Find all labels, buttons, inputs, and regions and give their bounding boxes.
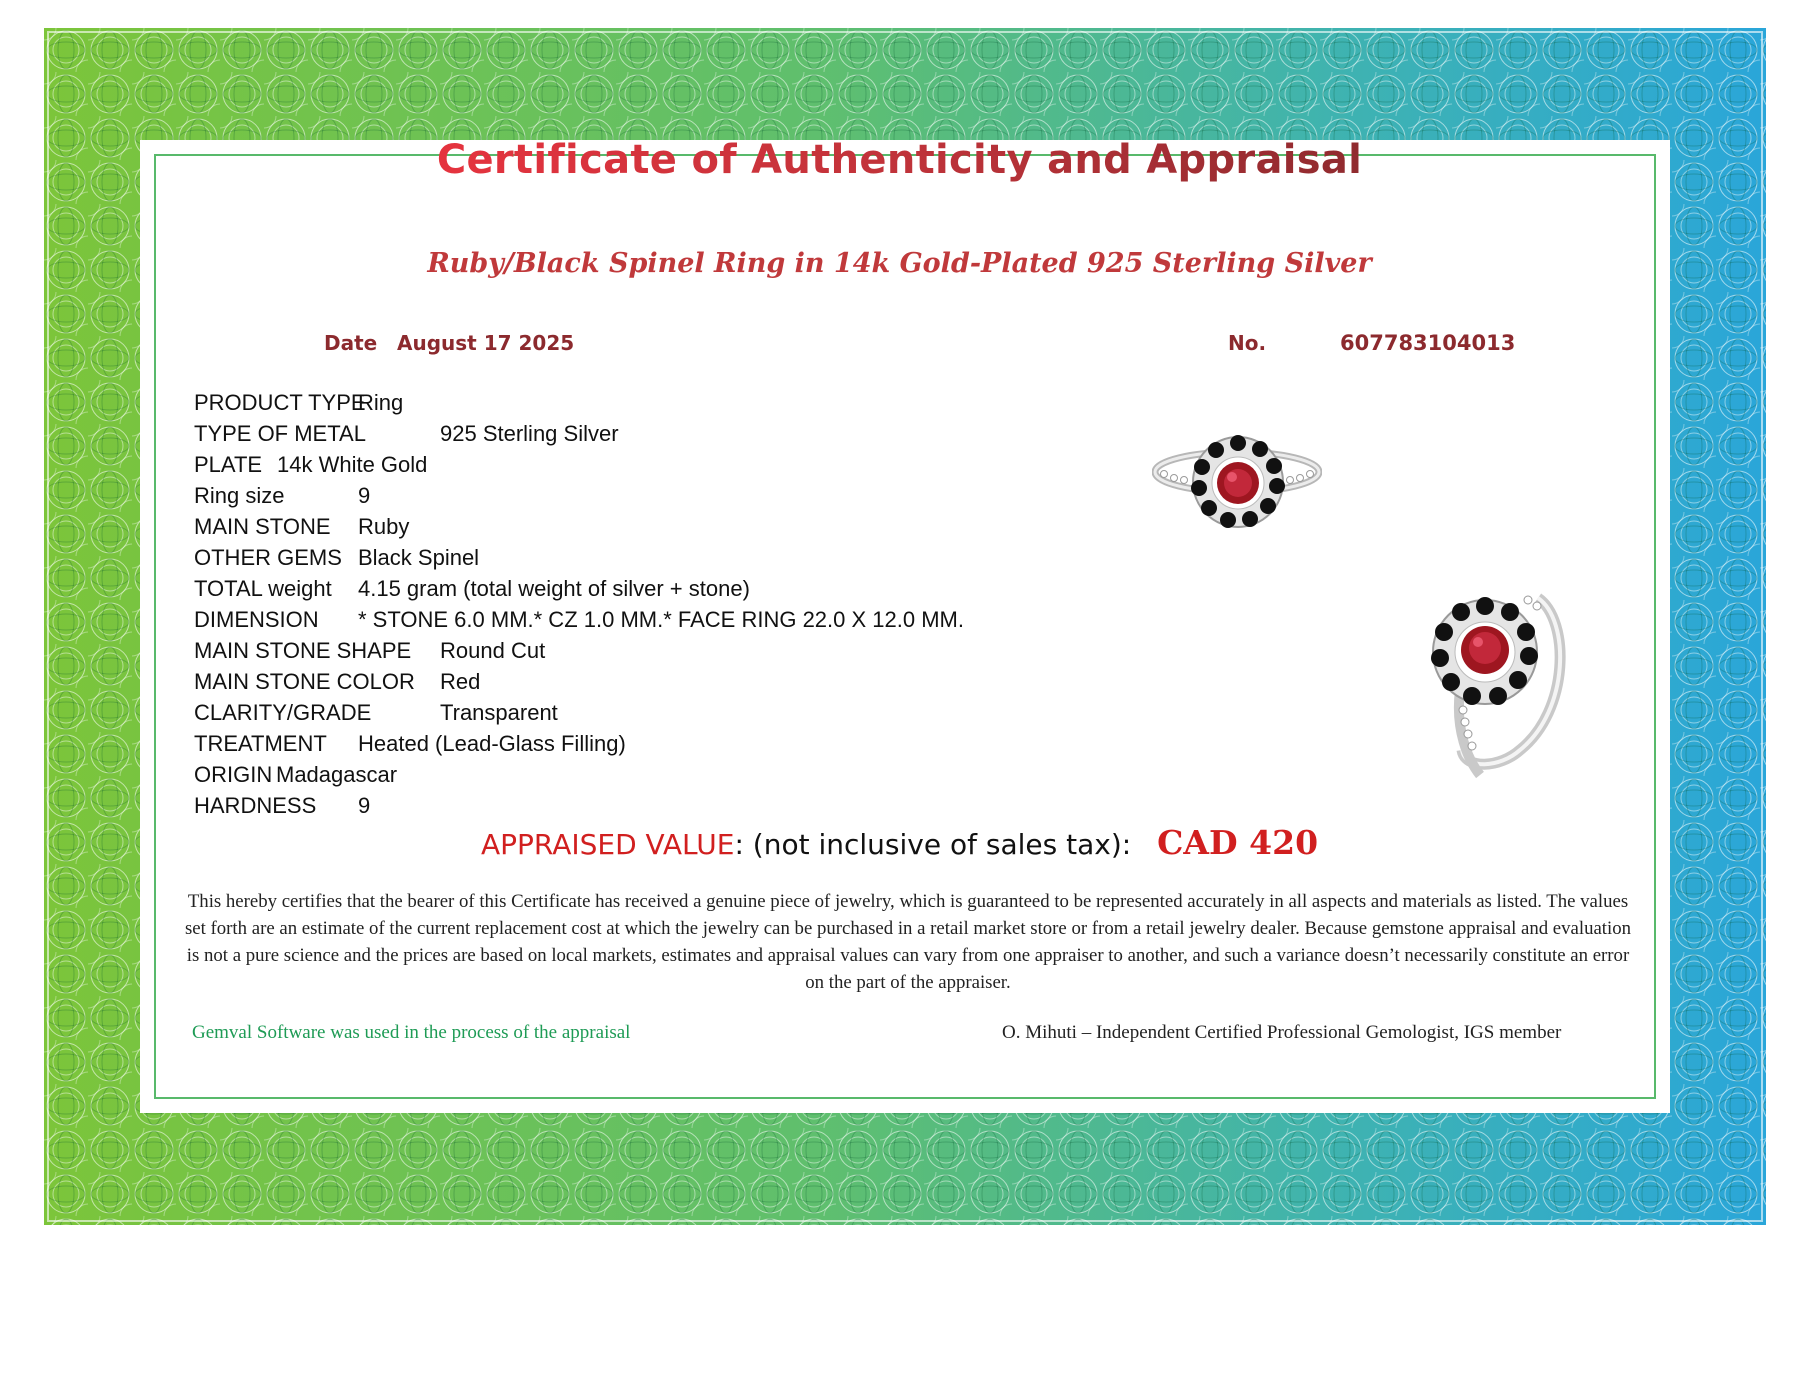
- appraised-value-line: [0, 823, 1799, 862]
- software-note: Gemval Software was used in the process of the appraisal: [192, 1022, 631, 1043]
- appraiser-signature-line: O. Mihuti – Independent Certified Professional Gemologist, IGS member: [1002, 1022, 1562, 1043]
- date-label: Date: [324, 331, 378, 355]
- spec-label: MAIN STONE SHAPE: [194, 638, 412, 663]
- spec-value: 9: [358, 483, 371, 508]
- number-label: No.: [1228, 331, 1267, 355]
- spec-label: PLATE: [194, 452, 263, 477]
- spec-value: 9: [358, 793, 371, 818]
- ring-top-view-image: [1152, 428, 1322, 538]
- certificate-title: Certificate of Authenticity and Appraisal: [400, 137, 1400, 183]
- spec-label: Ring size: [194, 483, 285, 508]
- spec-label: MAIN STONE: [194, 514, 331, 539]
- spec-label: TOTAL weight: [194, 576, 332, 601]
- spec-value: Transparent: [440, 700, 558, 725]
- legal-statement: This hereby certifies that the bearer of this Certificate has received a genuine piece of jewelry, which is guaranteed to be represented accurately in all aspects and materials as listed. The values set forth are an estimate of the current replacement cost at which the jewelry can be purchased in a retail market store or from a retail jewelry dealer. Because gemstone appraisal and evaluation is not a pure science and the prices are based on local markets, estimates and appraisal values can vary from one appraiser to another, and such a variance doesn’t necessarily constitute an error on the part of the appraiser.: [184, 891, 1632, 993]
- appraised-value-label: APPRAISED VALUE: [480, 828, 735, 861]
- spec-value: 4.15 gram (total weight of silver + stone): [358, 576, 750, 601]
- spec-value: 14k White Gold: [277, 452, 428, 477]
- spec-value: Round Cut: [440, 638, 546, 663]
- spec-value: Red: [440, 669, 481, 694]
- date-value: August 17 2025: [397, 331, 575, 355]
- certificate-number: 607783104013: [1340, 331, 1516, 355]
- spec-value: 925 Sterling Silver: [440, 421, 619, 446]
- spec-label: ORIGIN: [194, 762, 273, 787]
- appraised-value-amount: CAD 420: [1157, 823, 1319, 862]
- appraised-value-note: : (not inclusive of sales tax):: [734, 828, 1132, 861]
- spec-value: Madagascar: [276, 762, 398, 787]
- spec-label: TYPE OF METAL: [194, 421, 366, 446]
- spec-value: Ruby: [358, 514, 410, 539]
- spec-label: PRODUCT TYPE: [194, 390, 366, 415]
- spec-value: Heated (Lead-Glass Filling): [358, 731, 626, 756]
- spec-label: MAIN STONE COLOR: [194, 669, 415, 694]
- spec-value: Ring: [358, 390, 404, 415]
- spec-label: OTHER GEMS: [194, 545, 342, 570]
- ring-angle-view-image: [1420, 590, 1570, 780]
- certificate-subtitle: Ruby/Black Spinel Ring in 14k Gold-Plated 925 Sterling Silver: [427, 248, 1372, 279]
- spec-label: HARDNESS: [194, 793, 317, 818]
- spec-label: DIMENSION: [194, 607, 319, 632]
- spec-label: CLARITY/GRADE: [194, 700, 372, 725]
- spec-value: Black Spinel: [358, 545, 480, 570]
- spec-value: * STONE 6.0 MM.* CZ 1.0 MM.* FACE RING 22.0 X 12.0 MM.: [358, 607, 964, 632]
- spec-label: TREATMENT: [194, 731, 327, 756]
